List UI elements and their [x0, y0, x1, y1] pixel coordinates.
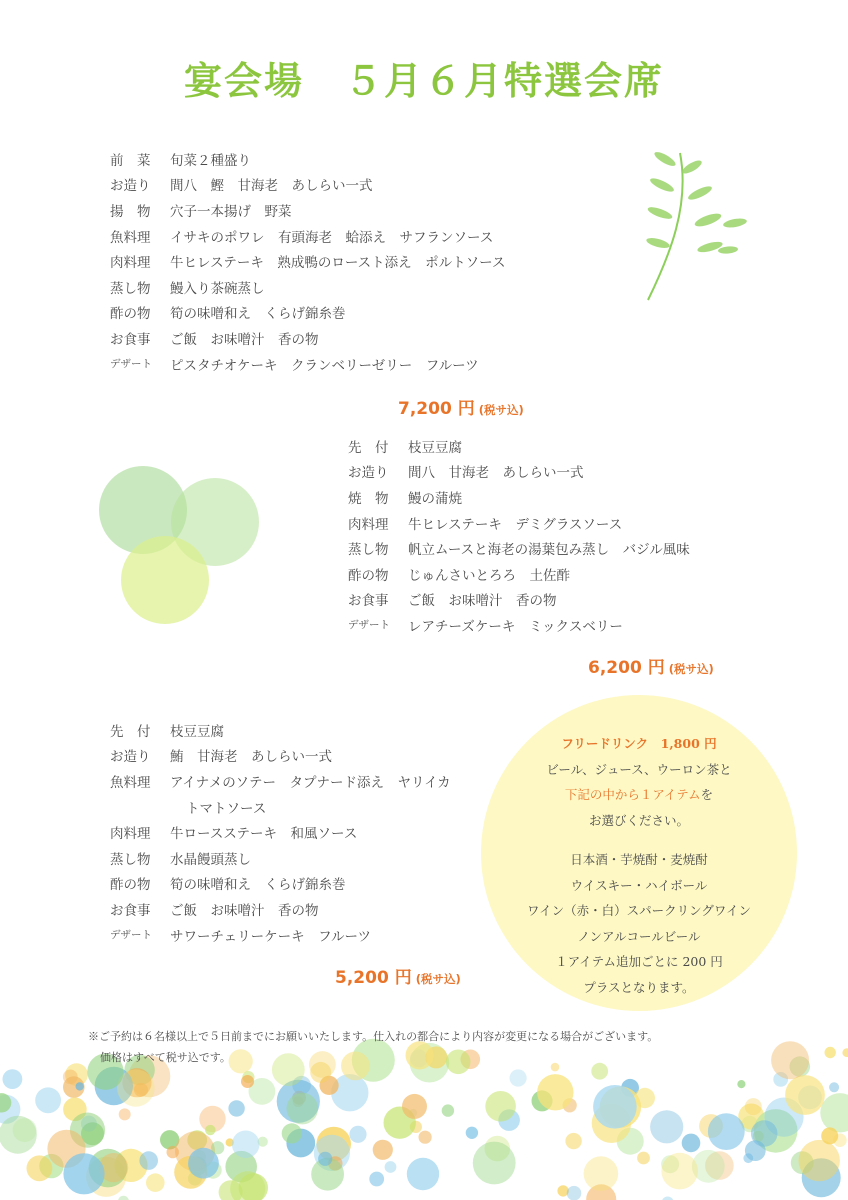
course-row [110, 794, 451, 820]
decorative-dot [318, 1152, 332, 1166]
course-row [110, 325, 505, 351]
course-row [110, 274, 505, 300]
decorative-dot [282, 1123, 302, 1143]
decorative-dot [13, 1118, 37, 1142]
decorative-dot [167, 1146, 179, 1158]
decorative-dot [349, 1126, 366, 1143]
free-drink-line: お選びください。 [588, 812, 689, 828]
course-label: 魚料理 [110, 774, 151, 791]
decorative-dot [661, 1153, 698, 1190]
course-item: トマトソース [186, 800, 267, 817]
course-item: 鰻の蒲焼 [408, 490, 462, 507]
free-drink-option: ノンアルコールビール [577, 928, 701, 944]
reservation-note [88, 1026, 658, 1068]
course-label: 肉料理 [110, 255, 151, 272]
course-label: 焼 物 [348, 490, 389, 507]
note-line: 価格はすべて税サ込です。 [100, 1051, 231, 1064]
course-label: 酢の物 [348, 567, 389, 584]
course-row [110, 300, 505, 326]
decorative-dot [584, 1156, 619, 1191]
course-label: 酢の物 [110, 306, 151, 323]
course-row [110, 896, 451, 922]
course-label: 蒸し物 [348, 542, 389, 559]
page-title: 宴会場 ５月６月特選会席 [183, 59, 664, 103]
course-row [110, 223, 505, 249]
decorative-dot [407, 1158, 439, 1190]
decorative-dot [442, 1104, 454, 1116]
decorative-dot [385, 1161, 397, 1173]
course-item: レアチーズケーキ ミックスベリー [408, 618, 623, 635]
decorative-dot [232, 1131, 260, 1159]
decorative-dot [662, 1197, 674, 1200]
decorative-dot [650, 1110, 683, 1143]
decorative-dot [76, 1082, 84, 1090]
decorative-dot [682, 1134, 701, 1153]
course-item: イサキのポワレ 有頭海老 蛤添え サフランソース [170, 229, 494, 246]
menu-5200-price [335, 963, 461, 988]
course-item: 旬菜２種盛り [170, 152, 251, 169]
decorative-dot [3, 1069, 23, 1089]
menu-6200-price [588, 653, 714, 678]
course-label: デザート [110, 929, 152, 942]
decorative-dot [821, 1127, 838, 1144]
decorative-dot [567, 1186, 582, 1200]
decorative-dot [369, 1172, 384, 1187]
decorative-dot [842, 1048, 848, 1057]
course-label: お造り [110, 178, 151, 195]
decorative-dot [825, 1047, 836, 1058]
decorative-dot [119, 1108, 131, 1120]
decorative-dot [637, 1152, 650, 1165]
course-item: ご飯 お味噌汁 香の物 [408, 593, 557, 610]
course-item: 鮪 甘海老 あしらい一式 [170, 749, 332, 766]
course-item: 間八 甘海老 あしらい一式 [408, 465, 584, 482]
decorative-dot [799, 1140, 840, 1181]
course-label: 先 付 [110, 723, 151, 740]
decorative-dot [829, 1082, 839, 1092]
decorative-dot [228, 1100, 244, 1116]
menu-7200 [110, 146, 505, 376]
course-label: お造り [348, 465, 389, 482]
price-value: 7,200 円 [398, 399, 475, 419]
course-item: 筍の味噌和え くらげ錦糸巻 [170, 306, 346, 323]
course-item: ご飯 お味噌汁 香の物 [170, 331, 319, 348]
course-row [110, 172, 505, 198]
course-label: デザート [110, 358, 152, 371]
tax-note: (税サ込) [478, 403, 524, 417]
decorative-dot [35, 1087, 61, 1113]
free-drink-line [489, 782, 789, 808]
decorative-dot [737, 1080, 745, 1088]
course-item: 水晶饅頭蒸し [170, 851, 251, 868]
price-value: 6,200 円 [588, 658, 665, 678]
course-item: 帆立ムースと海老の湯葉包み蒸し バジル風味 [408, 542, 690, 559]
decorative-dot [211, 1141, 224, 1154]
course-label: デザート [348, 619, 390, 632]
course-label: 酢の物 [110, 877, 151, 894]
course-row [348, 587, 690, 613]
decorative-dot [63, 1153, 104, 1194]
decorative-dot [27, 1155, 53, 1181]
course-row [110, 146, 505, 172]
course-row [110, 248, 505, 274]
course-row [348, 510, 690, 536]
decorative-dot [565, 1133, 581, 1149]
course-row [110, 819, 451, 845]
course-item: 間八 鰹 甘海老 あしらい一式 [170, 178, 373, 195]
course-label: お食事 [348, 593, 389, 610]
course-label: 蒸し物 [110, 851, 151, 868]
decorative-dot [473, 1142, 516, 1185]
course-label: 肉料理 [110, 826, 151, 843]
course-row [348, 612, 690, 638]
free-drink-heading: フリードリンク 1,800 円 [561, 736, 717, 751]
course-row [110, 768, 451, 794]
course-row [110, 871, 451, 897]
watercolor-circles-illustration [95, 462, 270, 627]
course-row [348, 433, 690, 459]
course-row [110, 717, 451, 743]
decorative-dot [205, 1125, 215, 1135]
free-drink-option: ワイン（赤・白）スパークリングワイン [526, 903, 751, 918]
course-item: 穴子一本揚げ 野菜 [170, 203, 292, 220]
decorative-dot [537, 1074, 573, 1110]
course-label: お食事 [110, 331, 151, 348]
decorative-dot [509, 1069, 526, 1086]
course-item: ピスタチオケーキ クランベリーゼリー フルーツ [170, 357, 479, 374]
course-item: サワーチェリーケーキ フルーツ [170, 928, 372, 945]
course-item: じゅんさいとろろ 土佐酢 [408, 567, 570, 584]
course-row [110, 922, 451, 948]
free-drink-line: ビール、ジュース、ウーロン茶と [546, 761, 732, 777]
free-drink-option: プラスとなります。 [583, 979, 695, 995]
decorative-dot [745, 1098, 762, 1115]
decorative-dot [419, 1131, 432, 1144]
decorative-dot [466, 1127, 478, 1139]
decorative-dot [402, 1094, 427, 1119]
price-value: 5,200 円 [335, 968, 412, 988]
decorative-dot [771, 1041, 809, 1079]
decorative-dot [751, 1120, 778, 1147]
course-row [110, 845, 451, 871]
menu-7200-price [398, 394, 524, 419]
course-item: ご飯 お味噌汁 香の物 [170, 902, 319, 919]
leaf-sprig-illustration [630, 145, 760, 305]
decorative-dot [139, 1151, 158, 1170]
free-drink-info [489, 731, 789, 1000]
course-item: 筍の味噌和え くらげ錦糸巻 [170, 877, 346, 894]
menu-6200 [348, 433, 690, 638]
free-drink-option: ウイスキー・ハイボール [570, 877, 708, 893]
course-item: 牛ロースステーキ 和風ソース [170, 826, 358, 843]
decorative-dot [287, 1093, 319, 1125]
course-label: 肉料理 [348, 516, 389, 533]
course-item: 牛ヒレステーキ 熟成鴨のロースト添え ポルトソース [170, 255, 506, 272]
tax-note: (税サ込) [415, 972, 461, 986]
course-label: 先 付 [348, 439, 389, 456]
decorative-dot [485, 1091, 516, 1122]
decorative-dot [785, 1075, 825, 1115]
decorative-dot [146, 1173, 165, 1192]
tax-note: (税サ込) [668, 662, 714, 676]
free-drink-option: 日本酒・芋焼酎・麦焼酎 [570, 852, 708, 867]
course-label: お造り [110, 749, 151, 766]
course-item: 鰻入り茶碗蒸し [170, 280, 265, 297]
free-drink-line-end: を [700, 787, 714, 802]
decorative-dot [708, 1113, 745, 1150]
menu-5200 [110, 717, 451, 947]
free-drink-option: １アイテム追加ごとに 200 円 [555, 954, 723, 969]
course-row [348, 535, 690, 561]
decorative-dot [118, 1196, 129, 1200]
course-row [348, 484, 690, 510]
course-label: 揚 物 [110, 203, 151, 220]
course-item: 牛ヒレステーキ デミグラスソース [408, 516, 623, 533]
course-item: 枝豆豆腐 [170, 723, 224, 740]
course-label: 前 菜 [110, 152, 151, 169]
course-row [348, 561, 690, 587]
course-item: 枝豆豆腐 [408, 439, 462, 456]
decorative-dot [593, 1085, 637, 1129]
course-row [110, 351, 505, 377]
free-drink-highlight: 下記の中から１アイテム [564, 787, 701, 802]
course-item: アイナメのソテー タプナード添え ヤリイカ [170, 774, 451, 791]
course-row [110, 197, 505, 223]
decorative-dot [373, 1140, 393, 1160]
note-line: ※ご予約は６名様以上で５日前までにお願いいたします。仕入れの都合により内容が変更になる場合がございます。 [88, 1030, 659, 1043]
course-label: お食事 [110, 902, 151, 919]
course-row [348, 459, 690, 485]
course-label: 蒸し物 [110, 280, 151, 297]
course-row [110, 743, 451, 769]
course-label: 魚料理 [110, 229, 151, 246]
decorative-dot [241, 1075, 254, 1088]
